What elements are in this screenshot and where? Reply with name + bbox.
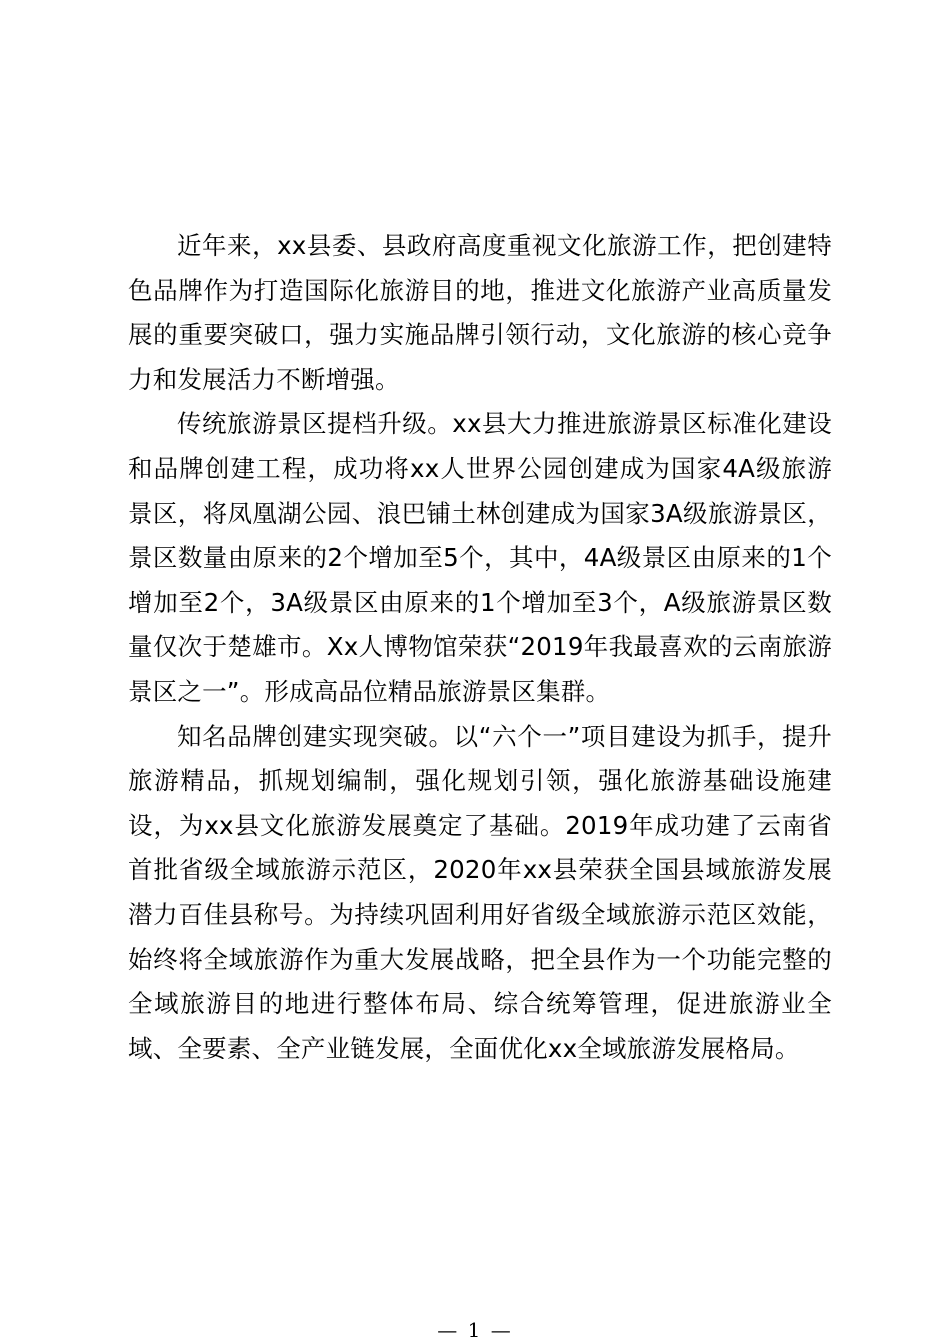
document-body — [128, 224, 832, 1071]
paragraph-scenic-upgrade: 传统旅游景区提档升级。xx县大力推进旅游景区标准化建设和品牌创建工程，成功将xx人世界公园创建成为国家4A级旅游景区，将凤凰湖公园、浪巴铺土林创建成为国家3A级旅游景区，景区数量由原来的2个增加至5个，其中，4A级景区由原来的1个增加至2个，3A级景区由原来的1个增加至3个，A级旅游景区数量仅次于楚雄市。Xx人博物馆荣获“2019年我最喜欢的云南旅游景区之一”。形成高品位精品旅游景区集群。 — [128, 409, 832, 706]
page-number: — 1 — — [437, 1318, 513, 1342]
paragraph-intro: 近年来，xx县委、县政府高度重视文化旅游工作，把创建特色品牌作为打造国际化旅游目的地，推进文化旅游产业高质量发展的重要突破口，强力实施品牌引领行动，文化旅游的核心竞争力和发展活力不断增强。 — [128, 231, 832, 394]
paragraph-brand-breakthrough: 知名品牌创建实现突破。以“六个一”项目建设为抓手，提升旅游精品，抓规划编制，强化规划引领，强化旅游基础设施建设，为xx县文化旅游发展奠定了基础。2019年成功建了云南省首批省级全域旅游示范区，2020年xx县荣获全国县域旅游发展潜力百佳县称号。为持续巩固利用好省级全域旅游示范区效能，始终将全域旅游作为重大发展战略，把全县作为一个功能完整的全域旅游目的地进行整体布局、综合统筹管理，促进旅游业全域、全要素、全产业链发展，全面优化xx全域旅游发展格局。 — [128, 721, 832, 1063]
